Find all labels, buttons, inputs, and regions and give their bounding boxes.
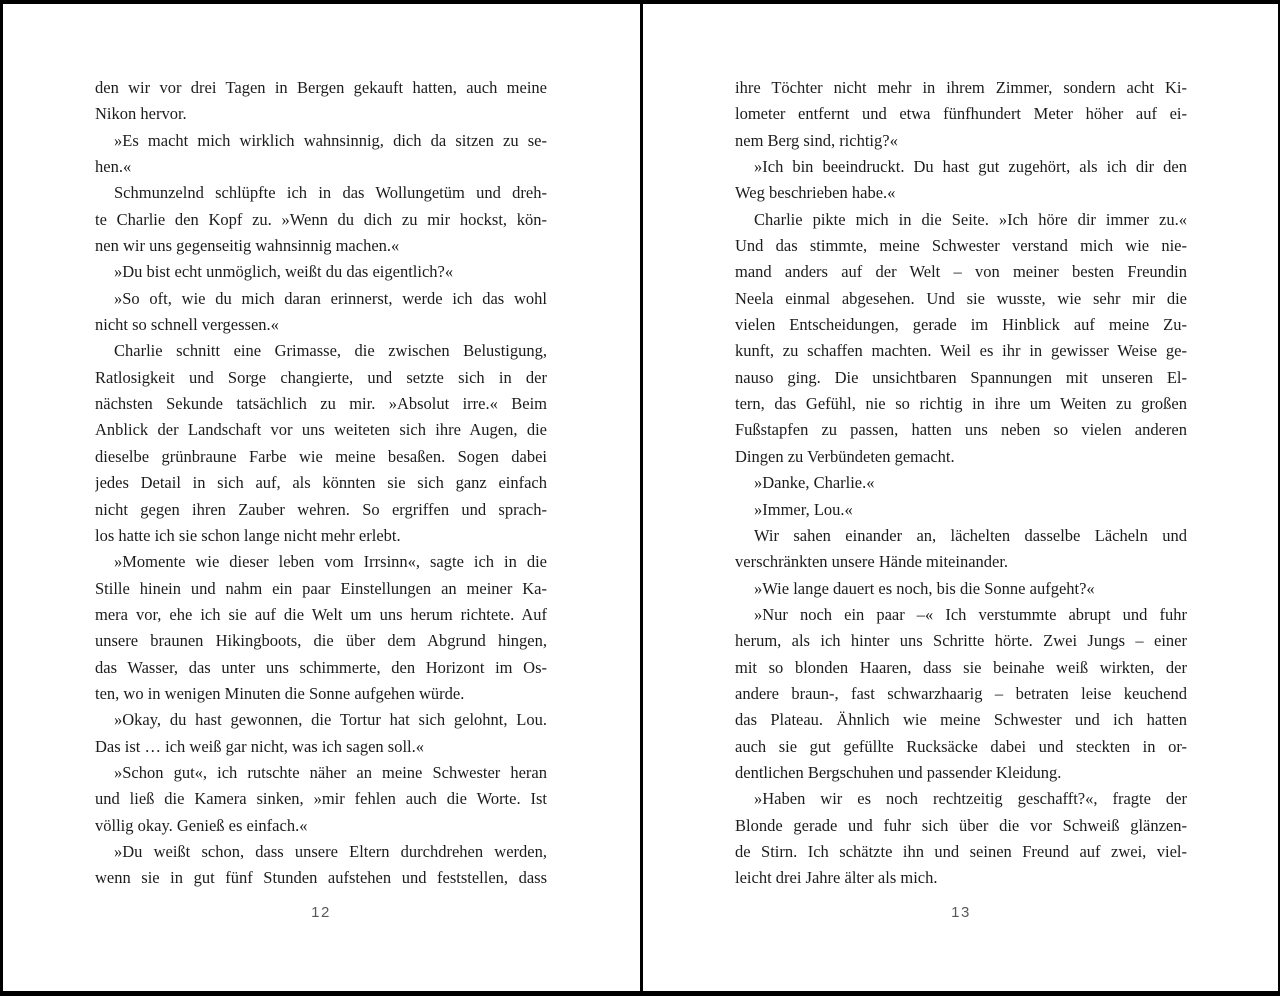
text-line: hen.« (95, 157, 132, 177)
text-line: Stille hinein und nahm ein paar Einstellungen an meiner Ka- (95, 578, 547, 598)
text-line: »Es macht mich wirklich wahnsinnig, dich da sitzen zu se- (114, 130, 547, 150)
text-line: Charlie schnitt eine Grimasse, die zwischen Belustigung, (114, 341, 547, 361)
text-line: »Du weißt schon, dass unsere Eltern durchdrehen werden, (114, 841, 547, 861)
text-line: Nikon hervor. (95, 104, 187, 124)
text-line: dieselbe grünbraune Farbe wie meine besaßen. Sogen dabei (95, 446, 547, 466)
text-line: te Charlie den Kopf zu. »Wenn du dich zu mir hockst, kön- (95, 209, 547, 229)
text-line: Ratlosigkeit und Sorge changierte, und setzte sich in der (95, 367, 547, 387)
text-line: Weg beschrieben habe.« (735, 183, 896, 203)
text-line: »Momente wie dieser leben vom Irrsinn«, sagte ich in die (114, 552, 547, 572)
text-line: das Wasser, das unter uns schimmerte, den Horizont im Os- (95, 657, 547, 677)
text-line: ten, wo in wenigen Minuten die Sonne aufgehen würde. (95, 683, 465, 703)
text-line: »Okay, du hast gewonnen, die Tortur hat sich gelohnt, Lou. (114, 710, 547, 730)
text-line: Wir sahen einander an, lächelten dasselbe Lächeln und (754, 525, 1187, 545)
text-line: das Plateau. Ähnlich wie meine Schwester und ich hatten (735, 710, 1187, 730)
text-line: »Du bist echt unmöglich, weißt du das eigentlich?« (114, 262, 454, 282)
text-line: Dingen zu Verbündeten gemacht. (735, 446, 955, 466)
text-line: »Wie lange dauert es noch, bis die Sonne aufgeht?« (754, 578, 1095, 598)
text-line: nicht gegen ihren Zauber wehren. So ergriffen und sprach- (95, 499, 547, 519)
page-right-number: 13 (951, 904, 971, 921)
text-line: lometer entfernt und etwa fünfhundert Meter höher auf ei- (735, 104, 1187, 124)
text-line: Fußstapfen zu passen, hatten uns neben so vielen anderen (735, 420, 1187, 440)
text-line: Und das stimmte, meine Schwester verstand mich wie nie- (735, 236, 1187, 256)
text-line: los hatte ich sie schon lange nicht mehr erlebt. (95, 525, 401, 545)
text-line: auch sie gut gefüllte Rucksäcke dabei und steckten in or- (735, 736, 1187, 756)
text-line: nem Berg sind, richtig?« (735, 130, 898, 150)
text-line: tern, das Gefühl, nie so richtig in ihre um Weiten zu großen (735, 394, 1187, 414)
text-line: »Haben wir es noch rechtzeitig geschafft?«, fragte der (754, 789, 1187, 809)
text-line: nicht so schnell vergessen.« (95, 315, 279, 335)
text-line: kunft, zu schaffen machten. Weil es ihr in gewisser Weise ge- (735, 341, 1187, 361)
text-line: nächsten Sekunde tatsächlich zu mir. »Absolut irre.« Beim (95, 394, 547, 414)
page-left-number: 12 (311, 904, 331, 921)
text-line: »Nur noch ein paar –« Ich verstummte abrupt und fuhr (754, 604, 1187, 624)
text-line: unsere braunen Hikingboots, die über dem Abgrund hingen, (95, 631, 547, 651)
text-line: Neela einmal abgesehen. Und sie wusste, wie sehr mir die (735, 288, 1187, 308)
text-line: mera vor, ehe ich sie auf die Welt um uns herum richtete. Auf (95, 604, 547, 624)
text-line: Schmunzelnd schlüpfte ich in das Wollungetüm und dreh- (114, 183, 547, 203)
text-line: wenn sie in gut fünf Stunden aufstehen und feststellen, dass (95, 868, 547, 888)
text-line: herum, als ich hinter uns Schritte hörte. Zwei Jungs – einer (735, 631, 1187, 651)
text-line: und ließ die Kamera sinken, »mir fehlen auch die Worte. Ist (95, 789, 547, 809)
text-line: andere braun-, fast schwarzhaarig – betraten leise keuchend (735, 683, 1187, 703)
text-line: leicht drei Jahre älter als mich. (735, 868, 938, 888)
text-line: nauso ging. Die unsichtbaren Spannungen mit unseren El- (735, 367, 1187, 387)
page-left-text-block (95, 75, 547, 892)
text-line: Charlie pikte mich in die Seite. »Ich höre dir immer zu.« (754, 209, 1187, 229)
text-line: »Schon gut«, ich rutschte näher an meine Schwester heran (114, 762, 547, 782)
text-line: verschränkten unsere Hände miteinander. (735, 552, 1009, 572)
text-line: »Danke, Charlie.« (754, 473, 875, 493)
page-right-text-block (735, 75, 1187, 892)
text-line: nen wir uns gegenseitig wahnsinnig machen.« (95, 236, 400, 256)
text-line: Anblick der Landschaft vor uns weiteten sich ihre Augen, die (95, 420, 547, 440)
text-line: Das ist … ich weiß gar nicht, was ich sagen soll.« (95, 736, 425, 756)
text-line: völlig okay. Genieß es einfach.« (95, 815, 308, 835)
text-line: jedes Detail in sich auf, als könnten sie sich ganz einfach (95, 473, 547, 493)
text-line: dentlichen Bergschuhen und passender Kleidung. (735, 762, 1062, 782)
text-line: vielen Entscheidungen, gerade im Hinblick auf meine Zu- (735, 315, 1187, 335)
text-line: de Stirn. Ich schätzte ihn und seinen Freund auf zwei, viel- (735, 841, 1187, 861)
text-line: mand anders auf der Welt – von meiner besten Freundin (735, 262, 1187, 282)
text-line: ihre Töchter nicht mehr in ihrem Zimmer, sondern acht Ki- (735, 78, 1187, 97)
text-line: »So oft, wie du mich daran erinnerst, werde ich das wohl (114, 288, 547, 308)
page-right (643, 4, 1278, 991)
text-line: Blonde gerade und fuhr sich über die vor Schweiß glänzen- (735, 815, 1187, 835)
text-line: mit so blonden Haaren, dass sie beinahe weiß wirkten, der (735, 657, 1187, 677)
text-line: »Immer, Lou.« (754, 499, 853, 519)
page-left (3, 4, 640, 991)
text-line: den wir vor drei Tagen in Bergen gekauft hatten, auch meine (95, 78, 547, 97)
text-line: »Ich bin beeindruckt. Du hast gut zugehört, als ich dir den (754, 157, 1187, 177)
